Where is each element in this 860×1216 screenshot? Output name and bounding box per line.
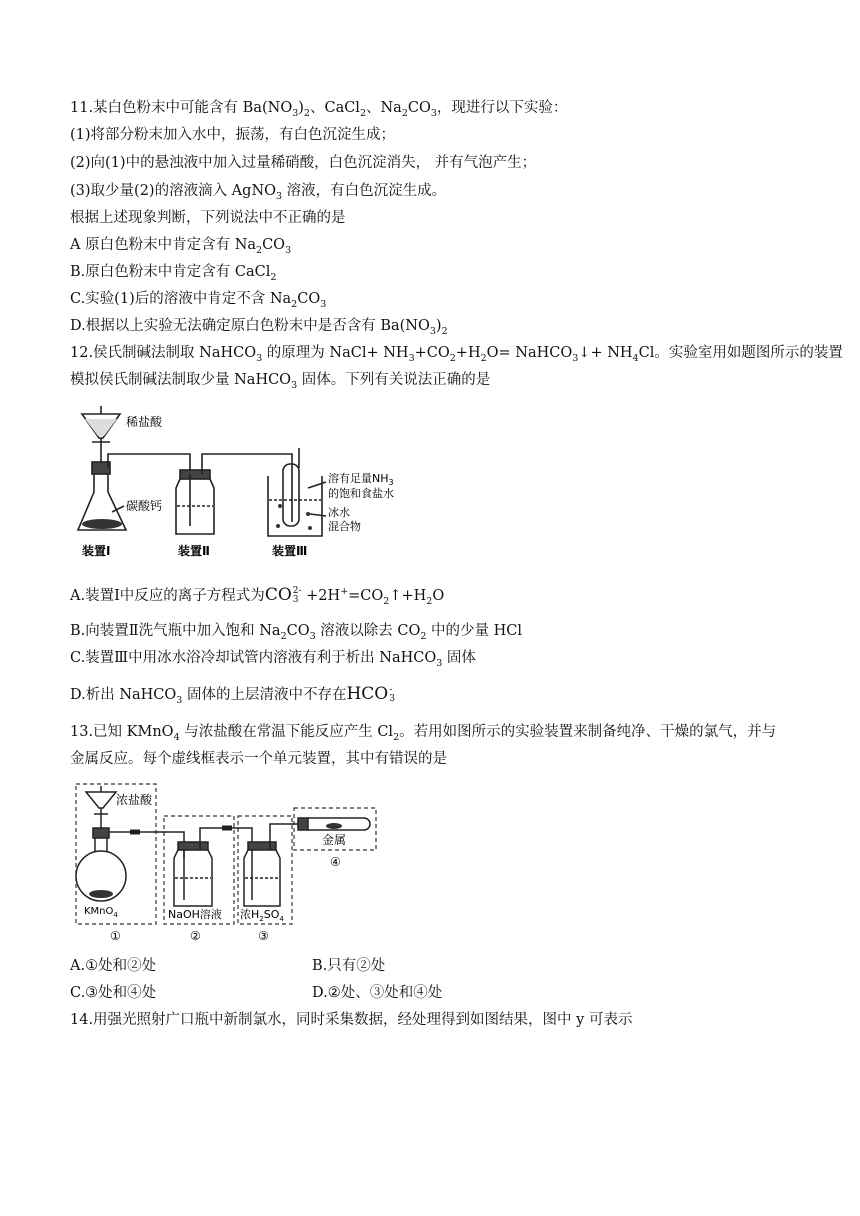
q12-apparatus-drawing xyxy=(72,402,422,564)
q13-stem-line2: 金属反应。每个虚线框表示一个单元装置，其中有错误的是 xyxy=(70,751,447,767)
q12-label-app2: 装置Ⅱ xyxy=(178,544,210,558)
q13-apparatus-figure xyxy=(72,778,382,944)
q12-label-acid: 稀盐酸 xyxy=(126,415,163,429)
q13-label-n3: ③ xyxy=(258,929,269,943)
q12-apparatus-figure xyxy=(72,402,422,564)
q13-label-n1: ① xyxy=(110,929,121,943)
q13-label-naoh: NaOH溶液 xyxy=(168,908,222,921)
q11-step-2: (2)向(1)中的悬浊液中加入过量稀硝酸，白色沉淀消失， 并有气泡产生； xyxy=(70,155,537,171)
q12-option-d: D.析出 NaHCO$_3$ 固体的上层清液中不存在HCO - 3 xyxy=(70,684,395,706)
q12-label-app3: 装置Ⅲ xyxy=(272,544,308,558)
q11-option-a: A 原白色粉末中肯定含有 $Na_2CO_3$ xyxy=(70,237,292,256)
q12-option-a: A.装置Ⅰ中反应的离子方程式为CO 2- 3 $+2H^+=CO_2↑+H_2O$ xyxy=(70,585,445,607)
q13-label-metal: 金属 xyxy=(322,833,347,847)
q12-option-c: C.装置Ⅲ中用冰水浴冷却试管内溶液有利于析出 NaHCO$_3$ 固体 xyxy=(70,650,476,669)
q13-label-n4: ④ xyxy=(330,855,341,869)
q13-option-d: D.②处、③处和④处 xyxy=(312,985,443,1001)
q11-stem: 11.某白色粉末中可能含有 $Ba(NO_3)_2$、CaCl$_2$、$Na_2CO_3$，现进行以下实验： xyxy=(70,100,568,119)
q11-option-b: B.原白色粉末中肯定含有 CaCl$_2$ xyxy=(70,264,277,283)
q14-stem: 14.用强光照射广口瓶中新制氯水，同时采集数据，经处理得到如图结果，图中 y 可表示 xyxy=(70,1012,633,1028)
q13-label-h2so4: 浓$H_2SO_4$ xyxy=(240,908,284,923)
q11-step-1: (1)将部分粉末加入水中，振荡，有白色沉淀生成； xyxy=(70,127,396,143)
q12-label-solid: 碳酸钙 xyxy=(126,499,163,513)
q13-label-kmno4: KMnO$_4$ xyxy=(84,906,118,919)
q13-option-b: B.只有②处 xyxy=(312,958,386,974)
q11-step-3: (3)取少量(2)的溶液滴入 AgNO$_3$ 溶液，有白色沉淀生成。 xyxy=(70,183,447,202)
q13-label-acid: 浓盐酸 xyxy=(116,793,153,807)
q12-label-ice-2: 混合物 xyxy=(328,520,361,533)
q13-stem-line1: 13.已知 KMnO$_4$ 与浓盐酸在常温下能反应产生 $Cl_2$。若用如图所示的实验装置来制备纯净、干燥的氯气，并与 xyxy=(70,724,777,743)
q12-label-ice: 冰水 xyxy=(328,506,350,519)
q13-apparatus-drawing xyxy=(72,778,382,944)
q12-option-b: B.向装置Ⅱ洗气瓶中加入饱和 $Na_2CO_3$ 溶液以除去 $CO_2$ 中的少量 HCl xyxy=(70,623,522,642)
q13-option-c: C.③处和④处 xyxy=(70,985,157,1001)
q12-label-app1: 装置Ⅰ xyxy=(82,544,111,558)
q11-option-c: C.实验(1)后的溶液中肯定不含 $Na_2CO_3$ xyxy=(70,291,327,310)
q12-label-solution-2: 的饱和食盐水 xyxy=(328,487,394,500)
q12-stem-line2: 模拟侯氏制碱法制取少量 NaHCO$_3$ 固体。下列有关说法正确的是 xyxy=(70,372,491,391)
q12-label-solution: 溶有足量$NH_3$ xyxy=(328,472,394,487)
q12-stem-line1: 12.侯氏制碱法制取 NaHCO$_3$ 的原理为 NaCl+ $NH_3+CO_2+H_2O=$ NaHCO$_3$↓+ $NH_4Cl$。实验室用如题图所示的装置 xyxy=(70,345,843,364)
q11-option-d: D.根据以上实验无法确定原白色粉末中是否含有 $Ba(NO_3)_2$ xyxy=(70,318,448,337)
q13-option-a: A.①处和②处 xyxy=(70,958,157,974)
q13-label-n2: ② xyxy=(190,929,201,943)
q11-ask: 根据上述现象判断，下列说法中不正确的是 xyxy=(70,210,346,226)
